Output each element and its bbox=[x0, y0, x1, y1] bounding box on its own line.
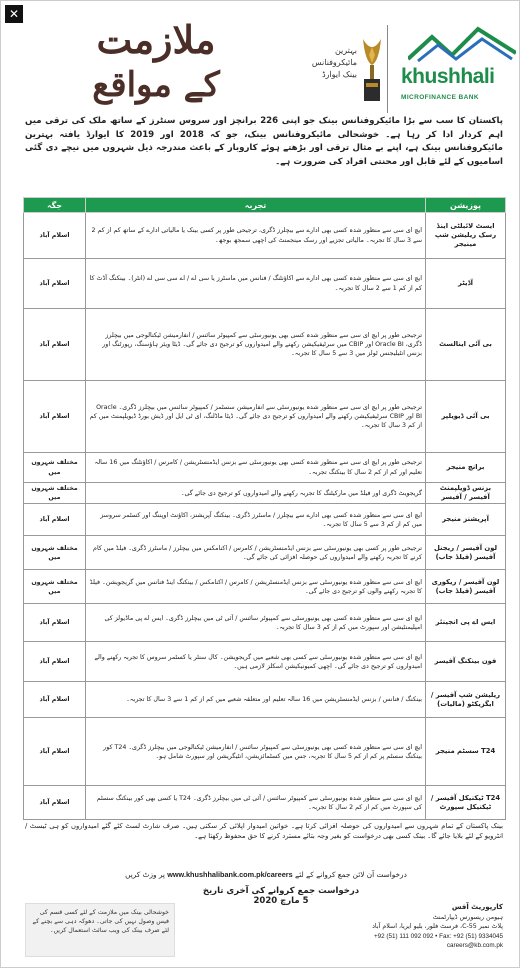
job-experience: ایچ ای سی سے منظور شدہ یونیورسٹی سے کمپیوٹر سائنس / آئی ٹی میں بیچلرز ڈگری۔ T24 یا کسی بھی کور بینکنگ سسٹم کی سپورٹ میں کم از کم 2 سال کا تجربہ۔ bbox=[86, 786, 426, 820]
table-row bbox=[24, 682, 506, 718]
application-notes: بینک پاکستان کے تمام شہروں سے امیدواروں کی حوصلہ افزائی کرتا ہے۔ خواتین امیدوار اپلائی کر سکتی ہیں۔ صرف شارٹ لسٹ کئے گئے امیدواروں کو ہی ٹیسٹ / انٹرویو کے لئے بلایا جائے گا۔ بینک کسی بھی درخواست کو بغیر وجہ بتائے مسترد کرنے کا حق محفوظ رکھتا ہے۔ bbox=[25, 822, 503, 840]
job-location: اسلام آباد bbox=[24, 718, 86, 786]
job-location: اسلام آباد bbox=[24, 213, 86, 259]
job-location: مختلف شہروں میں bbox=[24, 570, 86, 604]
table-row bbox=[24, 604, 506, 642]
jobs-table-wrap bbox=[23, 197, 505, 817]
jobs-table bbox=[23, 197, 506, 820]
job-position: فون بینکنگ آفیسر bbox=[426, 642, 506, 682]
intro-paragraph: پاکستان کا سب سے بڑا مائیکروفنانس بینک جو اپنی 226 برانچز اور سروس سنٹرز کے ساتھ ملک کی ترقی میں اہم کردار ادا کر رہا ہے۔ خوشحالی مائیکروفنانس بینک، جو کہ 2018 اور 2019 کا ایوارڈ یافتہ بہترین مائیکروفنانس بینک ہے، اپنے بے مثال ترقی اور بڑھتے ہوئے کاروبار کے باعث مندرجہ ذیل شہروں میں نیچے دی گئی اسامیوں کے لئے قابل اور محنتی افراد کی ضرورت ہے۔ bbox=[25, 116, 503, 167]
contact-block bbox=[301, 903, 503, 951]
job-location: مختلف شہروں میں bbox=[24, 453, 86, 483]
job-position: بی آئی ڈیویلپر bbox=[426, 381, 506, 453]
job-position: بی آئی اینالسٹ bbox=[426, 309, 506, 381]
headline bbox=[31, 17, 281, 107]
howto-prefix: درخواست آن لائن جمع کروانے کے لئے bbox=[294, 870, 407, 879]
job-experience: ایچ ای سی سے منظور شدہ کسی بھی ادارے سے بیچلرز ڈگری، ترجیحی طور پر کسی بینک یا مالیاتی ادارے کے ساتھ کم از کم 2 سے 3 سال کا تجربہ۔ مالیاتی تجزیے اور رسک مینجمنٹ کی اچھی سمجھ بوجھ۔ bbox=[86, 213, 426, 259]
fraud-notice: خوشحالی بینک میں ملازمت کے لئے کسی قسم کی فیس وصول نہیں کی جاتی۔ دھوکہ دہی سے بچنے کے لئے صرف بینک کی ویب سائٹ استعمال کریں۔ bbox=[25, 903, 175, 957]
how-to-apply bbox=[101, 869, 431, 880]
job-experience: ایچ ای سی سے منظور شدہ کسی بھی یونیورسٹی سے کمپیوٹر سائنس / آئی ٹی میں بیچلرز ڈگری۔ ایس اے پی ماڈیولز کی امپلیمنٹیشن اور سپورٹ میں کم از کم 3 سال کا تجربہ۔ bbox=[86, 604, 426, 642]
job-position: آڈیٹر bbox=[426, 259, 506, 309]
job-location: مختلف شہروں میں bbox=[24, 483, 86, 504]
job-position: بزنس ڈویلپمنٹ آفیسر / آفیسر bbox=[426, 483, 506, 504]
job-position: برانچ منیجر bbox=[426, 453, 506, 483]
headline-line1: ملازمت bbox=[96, 17, 216, 62]
job-experience: ترجیحی طور پر ایچ ای سی سے منظور شدہ کسی بھی یونیورسٹی سے بزنس ایڈمنسٹریشن / کامرس / اکاؤنٹنگ میں 16 سالہ تعلیم اور کم از کم 2 سال کا بینکنگ تجربہ۔ bbox=[86, 453, 426, 483]
job-experience: ایچ ای سی سے منظور شدہ یونیورسٹی سے بزنس ایڈمنسٹریشن / کامرس / اکنامکس / بینکنگ اینڈ فنانس میں گریجویشن۔ فیلڈ کا تجربہ رکھنے والوں کو ترجیح دی جائے گی۔ bbox=[86, 570, 426, 604]
headline-line2: کے مواقع bbox=[92, 65, 220, 105]
job-position: ریلیشن شپ آفیسر / ایگزیکٹو (مالیات) bbox=[426, 682, 506, 718]
job-position: T24 سسٹم منیجر bbox=[426, 718, 506, 786]
job-experience: گریجویٹ ڈگری اور فیلڈ میں مارکیٹنگ کا تجربہ رکھنے والے امیدواروں کو ترجیح دی جائے گی۔ bbox=[86, 483, 426, 504]
job-location: اسلام آباد bbox=[24, 642, 86, 682]
department: ہیومن ریسورس ڈیپارٹمنٹ bbox=[432, 913, 503, 921]
job-location: اسلام آباد bbox=[24, 504, 86, 536]
table-row bbox=[24, 536, 506, 570]
job-position: لون آفیسر / ریجنل آفیسر (فیلڈ جاب) bbox=[426, 536, 506, 570]
job-location: اسلام آباد bbox=[24, 381, 86, 453]
table-row bbox=[24, 504, 506, 536]
address: پلاٹ نمبر 55-C، فرسٹ فلور، بلیو ایریا، اسلام آباد bbox=[372, 923, 503, 930]
header-location: جگہ bbox=[24, 198, 86, 213]
email-link[interactable]: careers@kb.com.pk bbox=[446, 942, 503, 949]
table-row bbox=[24, 570, 506, 604]
brand-subtitle: MICROFINANCE BANK bbox=[401, 94, 479, 101]
job-experience: ترجیحی طور پر ایچ ای سی سے منظور شدہ یونیورسٹی سے انفارمیشن سسٹمز / کمپیوٹر سائنس میں بیچلرز ڈگری۔ Oracle BI اور CBIP سرٹیفیکیشن رکھنے والے امیدواروں کو ترجیح دی جائے گی۔ ڈیٹا ماڈلنگ، ای ٹی ایل اور ڈیش بورڈ ڈیویلپمنٹ میں کم از کم 3 سال کا تجربہ۔ bbox=[86, 381, 426, 453]
job-location: اسلام آباد bbox=[24, 309, 86, 381]
job-experience: ایچ ای سی سے منظور شدہ کسی بھی ادارے سے اکاؤنٹنگ / فنانس میں ماسٹرز یا سی اے / اے سی سی اے (انٹر)۔ بینکنگ آڈٹ کا کم از کم 1 سے 2 سال کا تجربہ۔ bbox=[86, 259, 426, 309]
table-row bbox=[24, 213, 506, 259]
job-location: اسلام آباد bbox=[24, 604, 86, 642]
job-location: اسلام آباد bbox=[24, 786, 86, 820]
job-location: مختلف شہروں میں bbox=[24, 536, 86, 570]
table-row bbox=[24, 786, 506, 820]
trophy-icon bbox=[359, 35, 385, 107]
howto-suffix: پر وزٹ کریں bbox=[125, 870, 165, 879]
table-row bbox=[24, 483, 506, 504]
careers-link[interactable]: www.khushhalibank.com.pk/careers bbox=[167, 870, 293, 879]
brand-name: khushhali bbox=[401, 65, 495, 88]
award-badge bbox=[303, 27, 385, 111]
job-position: لون آفیسر / ریکوری آفیسر (فیلڈ جاب) bbox=[426, 570, 506, 604]
job-location: اسلام آباد bbox=[24, 259, 86, 309]
table-row bbox=[24, 259, 506, 309]
table-row bbox=[24, 309, 506, 381]
table-row bbox=[24, 718, 506, 786]
mountain-logo-icon bbox=[408, 23, 516, 63]
job-position: T24 ٹیکنیکل آفیسر / ٹیکنیکل سپورٹ bbox=[426, 786, 506, 820]
bank-logo bbox=[393, 23, 518, 113]
table-row bbox=[24, 642, 506, 682]
application-deadline: درخواست جمع کروانے کی آخری تاریخ 5 مارچ 2020 bbox=[202, 886, 360, 906]
job-experience: بینکنگ / فنانس / بزنس ایڈمنسٹریشن میں 16 سالہ تعلیم اور متعلقہ شعبے میں کم از کم 1 سے 3 سال کا تجربہ۔ bbox=[86, 682, 426, 718]
job-position: آپریشنز منیجر bbox=[426, 504, 506, 536]
header-experience: تجربہ bbox=[86, 198, 426, 213]
award-text: بہترین مائیکروفنانس بینک ایوارڈ bbox=[311, 46, 357, 79]
close-icon[interactable]: ✕ bbox=[5, 5, 23, 23]
header-divider bbox=[387, 25, 388, 113]
office-name: کارپوریٹ آفس bbox=[451, 903, 503, 911]
header bbox=[13, 9, 507, 119]
phone-fax: +92 (51) 111 092 092 • Fax: +92 (51) 9334045 bbox=[373, 932, 503, 940]
job-position: ایس اے پی انجینئر bbox=[426, 604, 506, 642]
job-location: اسلام آباد bbox=[24, 682, 86, 718]
job-experience: ایچ ای سی سے منظور شدہ یونیورسٹی سے کسی بھی شعبے میں گریجویشن۔ کال سنٹر یا کسٹمر سروس کا تجربہ رکھنے والے امیدواروں کو ترجیح دی جائے گی۔ اچھی کمیونیکیشن اسکلز لازمی ہیں۔ bbox=[86, 642, 426, 682]
header-position: پوزیشن bbox=[426, 198, 506, 213]
table-row bbox=[24, 381, 506, 453]
job-experience: ترجیحی طور پر ایچ ای سی سے منظور شدہ کسی بھی یونیورسٹی سے کمپیوٹر سائنس / انفارمیشن ٹیکنالوجی میں بیچلرز ڈگری، Oracle BI اور CBIP میں سرٹیفیکیشن رکھنے والے امیدواروں کو ترجیح دی جائے گی۔ ڈیٹا ویئر ہاؤسنگ، رپورٹنگ اور بزنس انٹیلیجنس ٹولز میں 3 سے 5 سال کا تجربہ۔ bbox=[86, 309, 426, 381]
table-header-row bbox=[24, 198, 506, 213]
table-row bbox=[24, 453, 506, 483]
job-position: ایسٹ لائبلٹی اینڈ رسک ریلیشن شپ مینیجر bbox=[426, 213, 506, 259]
job-experience: ترجیحی طور پر کسی بھی یونیورسٹی سے بزنس ایڈمنسٹریشن / کامرس / اکنامکس میں بیچلرز / ماسٹرز ڈگری۔ فیلڈ میں کام کرنے کا تجربہ رکھنے والے امیدواروں کی حوصلہ افزائی کی جائے گی۔ bbox=[86, 536, 426, 570]
job-experience: ایچ ای سی سے منظور شدہ کسی بھی ادارے سے بیچلرز / ماسٹرز ڈگری۔ بینکنگ آپریشنز، اکاؤنٹ اوپننگ اور کسٹمر سروسز میں کم از کم 3 سے 5 سال کا تجربہ۔ bbox=[86, 504, 426, 536]
job-experience: ایچ ای سی سے منظور شدہ کسی بھی یونیورسٹی سے کمپیوٹر سائنس / انفارمیشن ٹیکنالوجی میں بیچلرز ڈگری۔ T24 کور بینکنگ سسٹم پر کم از کم 5 سال کا تجربہ، جس میں کسٹمائزیشن، انٹیگریشن اور سپورٹ شامل ہو۔ bbox=[86, 718, 426, 786]
